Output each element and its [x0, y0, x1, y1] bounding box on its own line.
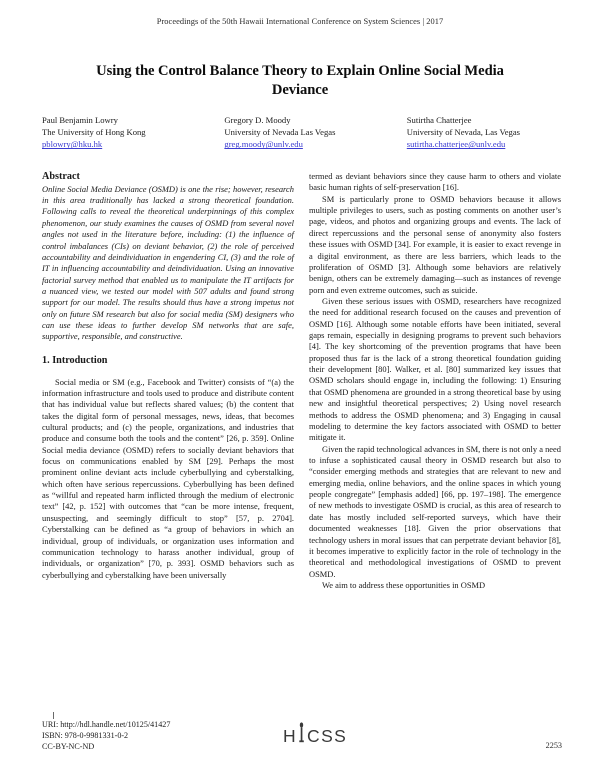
author-name: Gregory D. Moody — [224, 115, 291, 125]
column-right — [309, 171, 561, 591]
body-paragraph: Given the rapid technological advances in SM, there is not only a need to infuse a sophisticated causal theory in OSMD research but also to “consider emerging methods and strategies that are relevant to new and emerging media, online behaviors, and the online spaces in which young people congregate” [emphasis added] [66, pp. 197–198]. The emergence of new methods to investigate OSMD is crucial, as this area of research to date has mostly included self-reported surveys, which have their documented weaknesses [18]. Given the prior observations that technology ushers in moral issues that can perpetrate deviant behavior [8], it becomes imperative to explicitly factor in the role of technology in the theoretical and methodological investigations of OSMD to prevent OSMD. — [309, 443, 561, 579]
isbn-line: ISBN: 978-0-9981331-0-2 — [42, 731, 129, 740]
author-affiliation: The University of Hong Kong — [42, 127, 146, 138]
spacer — [42, 343, 294, 355]
hicss-logo — [283, 718, 357, 752]
scan-artifact-tick — [53, 712, 54, 719]
page-number: 2253 — [545, 741, 562, 750]
author-email-link[interactable]: sutirtha.chatterjee@unlv.edu — [406, 139, 506, 150]
author-email-link[interactable]: greg.moody@unlv.edu — [224, 139, 303, 150]
hicss-logo-text — [283, 726, 347, 747]
running-header: Proceedings of the 50th Hawaii International Conference on System Sciences | 2017 — [156, 17, 444, 26]
body-paragraph: termed as deviant behaviors since they cause harm to others and violate basic human rights of self-preservation [16]. — [309, 171, 561, 193]
uri-label: URI: — [42, 720, 59, 729]
body-paragraph: Social media or SM (e.g., Facebook and Twitter) consists of “(a) the information infrastructure and tools used to produce and distribute content that has individual value but reflects shared values; (b) the content that takes the digital form of personal messages, news, ideas, that becomes cultural products; and (c) the people, organizations, and industries that produce and consume both the tools and the content” [26, p. 359]. Online Social media deviance (OSMD) refers to socially deviant behaviors that focus on communications enabled by SM [29]. Perhaps the most prominent online deviant acts include cyberbullying and cyberstalking, which often have serious repercussions. Cyberbullying has been defined as “willful and repeated harm inflicted through the medium of electronic text” [42, p. 152] with outcomes that “can be more intense, frequent, unsuspecting, and seemingly difficult to stop” [57, p. 2704]. Cyberstalking can be defined as “a group of behaviors in which an individual, group of individuals, or organization uses information and communication technology to harass another individual, group of individuals, or organization” [70, p. 393]. OSMD behaviors such as cyberbullying and cyberstalking have been universally — [42, 376, 294, 580]
body-paragraph: Given these serious issues with OSMD, researchers have recognized the need for additional research focused on the causes and prevention of OSMD [16]. Although some notable efforts have been initiated, several gaps remain, especially in designing programs to prevent such behaviors [4]. The key shortcoming of the prevention programs that have been proposed thus far is the lack of a strong theoretical foundation guiding their development [80]. Walker, et al. [80] summarized key issues that OSMD scholars should engage in, including the following: 1) Ensuring that OSMD phenomena are grounded in a strong theoretical base by using new and insightful theoretical perspectives; 2) Using novel research methods to address the OSMD phenomena; and 3) Engaging in causal modeling to determine the key factors associated with OSMD to better mitigate it. — [309, 295, 561, 443]
author-name: Sutirtha Chatterjee — [406, 115, 472, 125]
spacer — [42, 368, 294, 377]
column-left — [42, 171, 294, 581]
abstract-heading: Abstract — [42, 171, 80, 182]
body-paragraph: SM is particularly prone to OSMD behaviors because it allows multiple privileges to users, such as posting comments on another user’s page, videos, and photos and organizing groups and events. The lack of direct repercussions and the personal sense of anonymity also fosters these issues with OSMD [34]. For example, it is easier to exact revenge in a digital environment, as there are less barriers, which leads to the proliferation of OSMD [3]. Although some behaviors are relatively benign, others can be extremely damaging—such as instances of revenge porn and even extreme outcomes, such as suicide. — [309, 193, 561, 295]
author-block — [42, 114, 224, 151]
torch-icon — [297, 722, 306, 744]
author-name: Paul Benjamin Lowry — [42, 115, 118, 125]
introduction-heading: 1. Introduction — [42, 354, 108, 366]
body-paragraph: We aim to address these opportunities in OSMD — [322, 579, 486, 590]
author-affiliation: University of Nevada, Las Vegas — [406, 127, 520, 138]
abstract-text: Online Social Media Deviance (OSMD) is one the rise; however, research in this area traditionally has lacked a strong theoretical foundation. Following calls to reveal the theoretical underpinnings of this complex phenomenon, our study examines the causes of OSMD from several novel angles not used in the literature before, including: (1) the influence of control imbalances (CIs) on deviant behavior, (2) the role of perceived accountability and deindividuation in engendering CI, (3) and the role of IT in influencing accountability and deindividuation. Using an innovative factorial survey method that enabled us to manipulate the IT artifacts for a nuanced view, we tested our model with 507 adults and found strong support for our model. The results should thus have a strong impetus not only on future SM research but also for social media (SM) designers who can use these ideas to further develop SM networks that are safe, supportive, responsible, and constructive. — [42, 183, 294, 342]
author-affiliation: University of Nevada Las Vegas — [224, 127, 336, 138]
page-title: Using the Control Balance Theory to Explain Online Social Media Deviance — [96, 63, 504, 99]
uri-link[interactable]: http://hdl.handle.net/10125/41427 — [60, 720, 171, 729]
author-email-link[interactable]: pblowry@hku.hk — [42, 139, 103, 150]
author-block — [407, 114, 562, 151]
author-block — [224, 114, 406, 151]
author-list — [42, 114, 562, 151]
hicss-logo-text-left: H — [283, 726, 298, 746]
hicss-logo-text-right: CSS — [307, 726, 348, 746]
license-line: CC-BY-NC-ND — [42, 742, 95, 751]
footer-metadata — [42, 719, 170, 752]
uri-line — [42, 719, 170, 730]
